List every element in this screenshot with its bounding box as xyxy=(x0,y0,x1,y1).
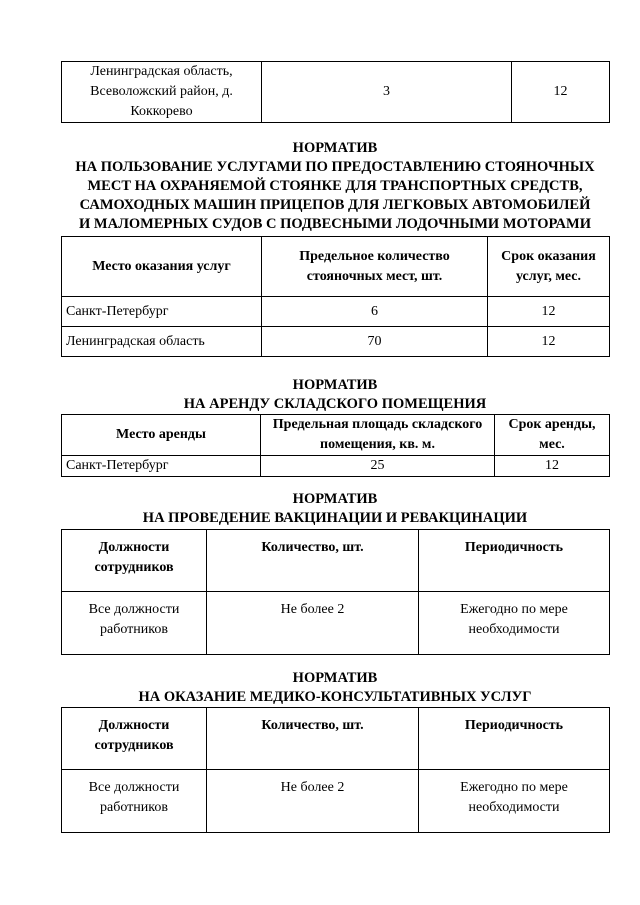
table-row xyxy=(62,592,610,655)
table-header-row xyxy=(62,708,610,770)
term-cell: 12 xyxy=(488,297,610,327)
column-header: Срок аренды, мес. xyxy=(495,415,610,456)
heading-line: НОРМАТИВ xyxy=(292,491,378,507)
place-cell: Санкт-Петербург xyxy=(62,456,261,477)
area-cell: 25 xyxy=(261,456,495,477)
column-header: Предельное количество стояночных мест, шт. xyxy=(262,237,488,297)
column-header: Периодичность xyxy=(419,708,610,770)
column-header: Количество, шт. xyxy=(207,530,419,592)
table-row xyxy=(62,456,610,477)
carryover-table-block xyxy=(61,61,610,123)
column-header: Место аренды xyxy=(62,415,261,456)
heading-line: НА ПОЛЬЗОВАНИЕ УСЛУГАМИ ПО ПРЕДОСТАВЛЕНИЮ СТОЯНОЧНЫХ xyxy=(75,159,595,175)
column-header: Количество, шт. xyxy=(207,708,419,770)
heading-line: НА АРЕНДУ СКЛАДСКОГО ПОМЕЩЕНИЯ xyxy=(183,396,487,412)
heading-line: МЕСТ НА ОХРАНЯЕМОЙ СТОЯНКЕ ДЛЯ ТРАНСПОРТНЫХ СРЕДСТВ, xyxy=(87,178,583,194)
column-header: Предельная площадь складского помещения, кв. м. xyxy=(261,415,495,456)
term-cell: 12 xyxy=(495,456,610,477)
table-header-row xyxy=(62,415,610,456)
term-cell: 12 xyxy=(488,327,610,357)
table-header-row xyxy=(62,237,610,297)
table-row xyxy=(62,770,610,833)
place-cell: Ленинградская область, Всеволожский район, д. Коккорево xyxy=(62,62,262,123)
column-header: Должности сотрудников xyxy=(62,530,207,592)
vaccination-norm-heading xyxy=(40,490,630,528)
vaccination-norm-table xyxy=(61,529,610,655)
warehouse-norm-heading xyxy=(40,376,630,414)
quantity-cell: 70 xyxy=(262,327,488,357)
column-header: Периодичность xyxy=(419,530,610,592)
position-cell: Все должности работников xyxy=(62,770,207,833)
heading-line: НОРМАТИВ xyxy=(292,140,378,156)
quantity-cell: Не более 2 xyxy=(207,592,419,655)
term-cell: 12 xyxy=(512,62,610,123)
quantity-cell: 3 xyxy=(262,62,512,123)
periodicity-cell: Ежегодно по мере необходимости xyxy=(419,592,610,655)
heading-line: НА ОКАЗАНИЕ МЕДИКО-КОНСУЛЬТАТИВНЫХ УСЛУГ xyxy=(138,689,532,705)
table-row xyxy=(62,297,610,327)
column-header: Место оказания услуг xyxy=(62,237,262,297)
heading-line: НА ПРОВЕДЕНИЕ ВАКЦИНАЦИИ И РЕВАКЦИНАЦИИ xyxy=(142,510,528,526)
vaccination-norm-table-block xyxy=(61,529,610,655)
position-cell: Все должности работников xyxy=(62,592,207,655)
table-row xyxy=(62,327,610,357)
parking-norm-table xyxy=(61,236,610,357)
heading-line: САМОХОДНЫХ МАШИН ПРИЦЕПОВ ДЛЯ ЛЕГКОВЫХ АВТОМОБИЛЕЙ xyxy=(79,197,591,213)
place-cell: Санкт-Петербург xyxy=(62,297,262,327)
quantity-cell: Не более 2 xyxy=(207,770,419,833)
heading-line: НОРМАТИВ xyxy=(292,670,378,686)
parking-norm-heading xyxy=(40,139,630,234)
place-cell: Ленинградская область xyxy=(62,327,262,357)
carryover-table xyxy=(61,61,610,123)
medical-norm-table xyxy=(61,707,610,833)
medical-norm-heading xyxy=(40,669,630,707)
table-row xyxy=(62,62,610,123)
table-header-row xyxy=(62,530,610,592)
medical-norm-table-block xyxy=(61,707,610,833)
parking-norm-table-block xyxy=(61,236,610,357)
periodicity-cell: Ежегодно по мере необходимости xyxy=(419,770,610,833)
quantity-cell: 6 xyxy=(262,297,488,327)
warehouse-norm-table-block xyxy=(61,414,610,477)
heading-line: НОРМАТИВ xyxy=(292,377,378,393)
column-header: Срок оказания услуг, мес. xyxy=(488,237,610,297)
heading-line: И МАЛОМЕРНЫХ СУДОВ С ПОДВЕСНЫМИ ЛОДОЧНЫМИ МОТОРАМИ xyxy=(79,216,591,232)
warehouse-norm-table xyxy=(61,414,610,477)
column-header: Должности сотрудников xyxy=(62,708,207,770)
